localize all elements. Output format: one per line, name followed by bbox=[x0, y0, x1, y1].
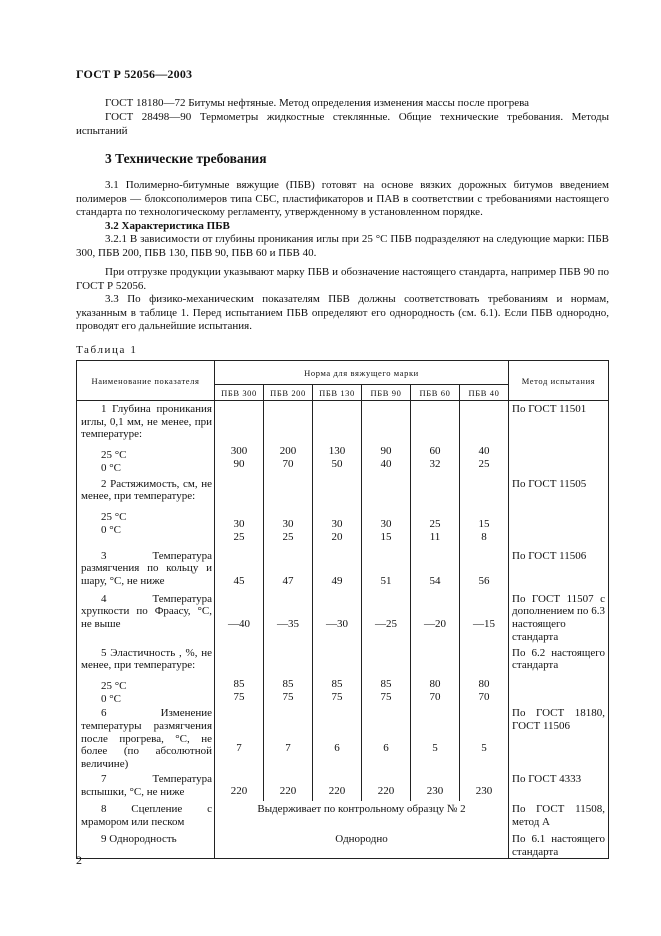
value-cell: —20 bbox=[411, 591, 460, 645]
value-cell: 56 bbox=[460, 548, 509, 591]
indicator-name: 9 Однородность bbox=[77, 831, 215, 859]
column-header-grade: ПБВ 40 bbox=[460, 385, 509, 401]
value-cell: 85 75 bbox=[313, 645, 362, 706]
table-row bbox=[77, 548, 609, 591]
method-cell: По 6.2 настоящего стандарта bbox=[509, 645, 609, 706]
column-header-name: Наименование показателя bbox=[77, 361, 215, 401]
reference-item: ГОСТ 18180—72 Битумы нефтяные. Метод определения изменения массы после прогрева bbox=[105, 97, 530, 109]
section-body bbox=[76, 179, 609, 334]
method-cell: По ГОСТ 11505 bbox=[509, 476, 609, 548]
value-cell: 230 bbox=[411, 771, 460, 801]
method-cell: По ГОСТ 11501 bbox=[509, 401, 609, 476]
merged-value-cell: Выдерживает по контрольному образцу № 2 bbox=[215, 801, 509, 831]
table-row bbox=[77, 831, 609, 859]
value-cell: 80 70 bbox=[411, 645, 460, 706]
value-cell: 200 70 bbox=[264, 401, 313, 476]
section-title: 3 Технические требования bbox=[105, 151, 267, 166]
column-header-method: Метод испытания bbox=[509, 361, 609, 401]
value-cell: 54 bbox=[411, 548, 460, 591]
value-cell: 6 bbox=[362, 705, 411, 771]
column-header-grade: ПБВ 90 bbox=[362, 385, 411, 401]
merged-value-cell: Однородно bbox=[215, 831, 509, 859]
value-cell: —35 bbox=[264, 591, 313, 645]
paragraph-3-1: 3.1 Полимерно-битумные вяжущие (ПБВ) готовят на основе вязких дорожных битумов введением полимеров — блоксополимеров типа СБС, пластификаторов и ПАВ в соответствии с требованиями настоящего стандарта по технологическому регламенту, утвержденному в установленном порядке. bbox=[76, 179, 609, 218]
value-cell: 85 75 bbox=[215, 645, 264, 706]
normative-references bbox=[76, 96, 609, 138]
document-header: ГОСТ Р 52056—2003 bbox=[76, 67, 193, 81]
value-cell: 15 8 bbox=[460, 476, 509, 548]
value-cell: 7 bbox=[215, 705, 264, 771]
indicator-name: 2 Растяжимость, см, не менее, при температуре: 25 °С 0 °С bbox=[77, 476, 215, 548]
table-row bbox=[77, 645, 609, 706]
column-header-grade: ПБВ 300 bbox=[215, 385, 264, 401]
value-cell: 85 75 bbox=[264, 645, 313, 706]
value-cell: 7 bbox=[264, 705, 313, 771]
column-header-grade: ПБВ 130 bbox=[313, 385, 362, 401]
table-caption: Таблица 1 bbox=[76, 344, 138, 356]
table-row bbox=[77, 771, 609, 801]
value-cell: 40 25 bbox=[460, 401, 509, 476]
value-cell: 47 bbox=[264, 548, 313, 591]
value-cell: 220 bbox=[313, 771, 362, 801]
paragraph-3-3: 3.3 По физико-механическим показателям ПБВ должны соответствовать требованиям и нормам, указанным в таблице 1. Перед испытанием ПБВ определяют его однородность (см. 6.1). Если ПБВ однородно, проводят его дальнейшие испытания. bbox=[76, 293, 609, 332]
table-row bbox=[77, 401, 609, 476]
value-cell: 5 bbox=[411, 705, 460, 771]
temperature-labels: 25 °С 0 °С bbox=[101, 510, 127, 536]
temperature-labels: 25 °С 0 °С bbox=[101, 449, 127, 474]
value-cell: —30 bbox=[313, 591, 362, 645]
value-cell: 220 bbox=[215, 771, 264, 801]
reference-item: ГОСТ 28498—90 Термометры жидкостные стеклянные. Общие технические требования. Методы испытаний bbox=[76, 111, 609, 137]
value-cell: 220 bbox=[264, 771, 313, 801]
value-cell: 51 bbox=[362, 548, 411, 591]
value-cell: 30 25 bbox=[264, 476, 313, 548]
value-cell: —40 bbox=[215, 591, 264, 645]
table-row bbox=[77, 591, 609, 645]
paragraph-3-2-1: 3.2.1 В зависимости от глубины проникания иглы при 25 °С ПБВ подразделяют на следующие марки: ПБВ 300, ПБВ 200, ПБВ 130, ПБВ 90, ПБВ 60 и ПБВ 40. bbox=[76, 233, 609, 259]
value-cell: —15 bbox=[460, 591, 509, 645]
value-cell: 45 bbox=[215, 548, 264, 591]
value-cell: 60 32 bbox=[411, 401, 460, 476]
column-header-norm: Норма для вяжущего марки bbox=[215, 361, 509, 385]
value-cell: 230 bbox=[460, 771, 509, 801]
paragraph-shipment: При отгрузке продукции указывают марку ПБВ и обозначение настоящего стандарта, например ПБВ 90 по ГОСТ Р 52056. bbox=[76, 266, 609, 292]
indicator-name: 6 Изменение температуры размягчения после прогрева, °С, не более (по абсолютной величине) bbox=[77, 705, 215, 771]
method-cell: По ГОСТ 18180, ГОСТ 11506 bbox=[509, 705, 609, 771]
indicator-name: 4 Температура хрупкости по Фраасу, °С, не выше bbox=[77, 591, 215, 645]
value-cell: 6 bbox=[313, 705, 362, 771]
indicator-name: 8 Сцепление с мрамором или песком bbox=[77, 801, 215, 831]
table-row bbox=[77, 476, 609, 548]
value-cell: 130 50 bbox=[313, 401, 362, 476]
method-cell: По ГОСТ 11506 bbox=[509, 548, 609, 591]
value-cell: 25 11 bbox=[411, 476, 460, 548]
subsection-3-2-title: 3.2 Характеристика ПБВ bbox=[105, 219, 230, 232]
value-cell: 90 40 bbox=[362, 401, 411, 476]
method-cell: По ГОСТ 11508, метод А bbox=[509, 801, 609, 831]
indicator-name: 1 Глубина проникания иглы, 0,1 мм, не менее, при температуре: 25 °С 0 °С bbox=[77, 401, 215, 476]
value-cell: 30 20 bbox=[313, 476, 362, 548]
method-cell: По ГОСТ 11507 с дополнением по 6.3 настоящего стандарта bbox=[509, 591, 609, 645]
indicator-name: 3 Температура размягчения по кольцу и шару, °С, не ниже bbox=[77, 548, 215, 591]
value-cell: 5 bbox=[460, 705, 509, 771]
table-row bbox=[77, 705, 609, 771]
value-cell: 30 25 bbox=[215, 476, 264, 548]
value-cell: 30 15 bbox=[362, 476, 411, 548]
value-cell: 80 70 bbox=[460, 645, 509, 706]
value-cell: 85 75 bbox=[362, 645, 411, 706]
page-number: 2 bbox=[76, 853, 82, 867]
indicator-name: 7 Температура вспышки, °С, не ниже bbox=[77, 771, 215, 801]
temperature-labels: 25 °С 0 °С bbox=[101, 679, 127, 705]
column-header-grade: ПБВ 60 bbox=[411, 385, 460, 401]
table-row bbox=[77, 801, 609, 831]
requirements-table bbox=[76, 360, 609, 859]
value-cell: 49 bbox=[313, 548, 362, 591]
value-cell: —25 bbox=[362, 591, 411, 645]
value-cell: 300 90 bbox=[215, 401, 264, 476]
method-cell: По ГОСТ 4333 bbox=[509, 771, 609, 801]
method-cell: По 6.1 настоящего стандарта bbox=[509, 831, 609, 859]
column-header-grade: ПБВ 200 bbox=[264, 385, 313, 401]
value-cell: 220 bbox=[362, 771, 411, 801]
indicator-name: 5 Эластичность , %, не менее, при температуре: 25 °С 0 °С bbox=[77, 645, 215, 706]
